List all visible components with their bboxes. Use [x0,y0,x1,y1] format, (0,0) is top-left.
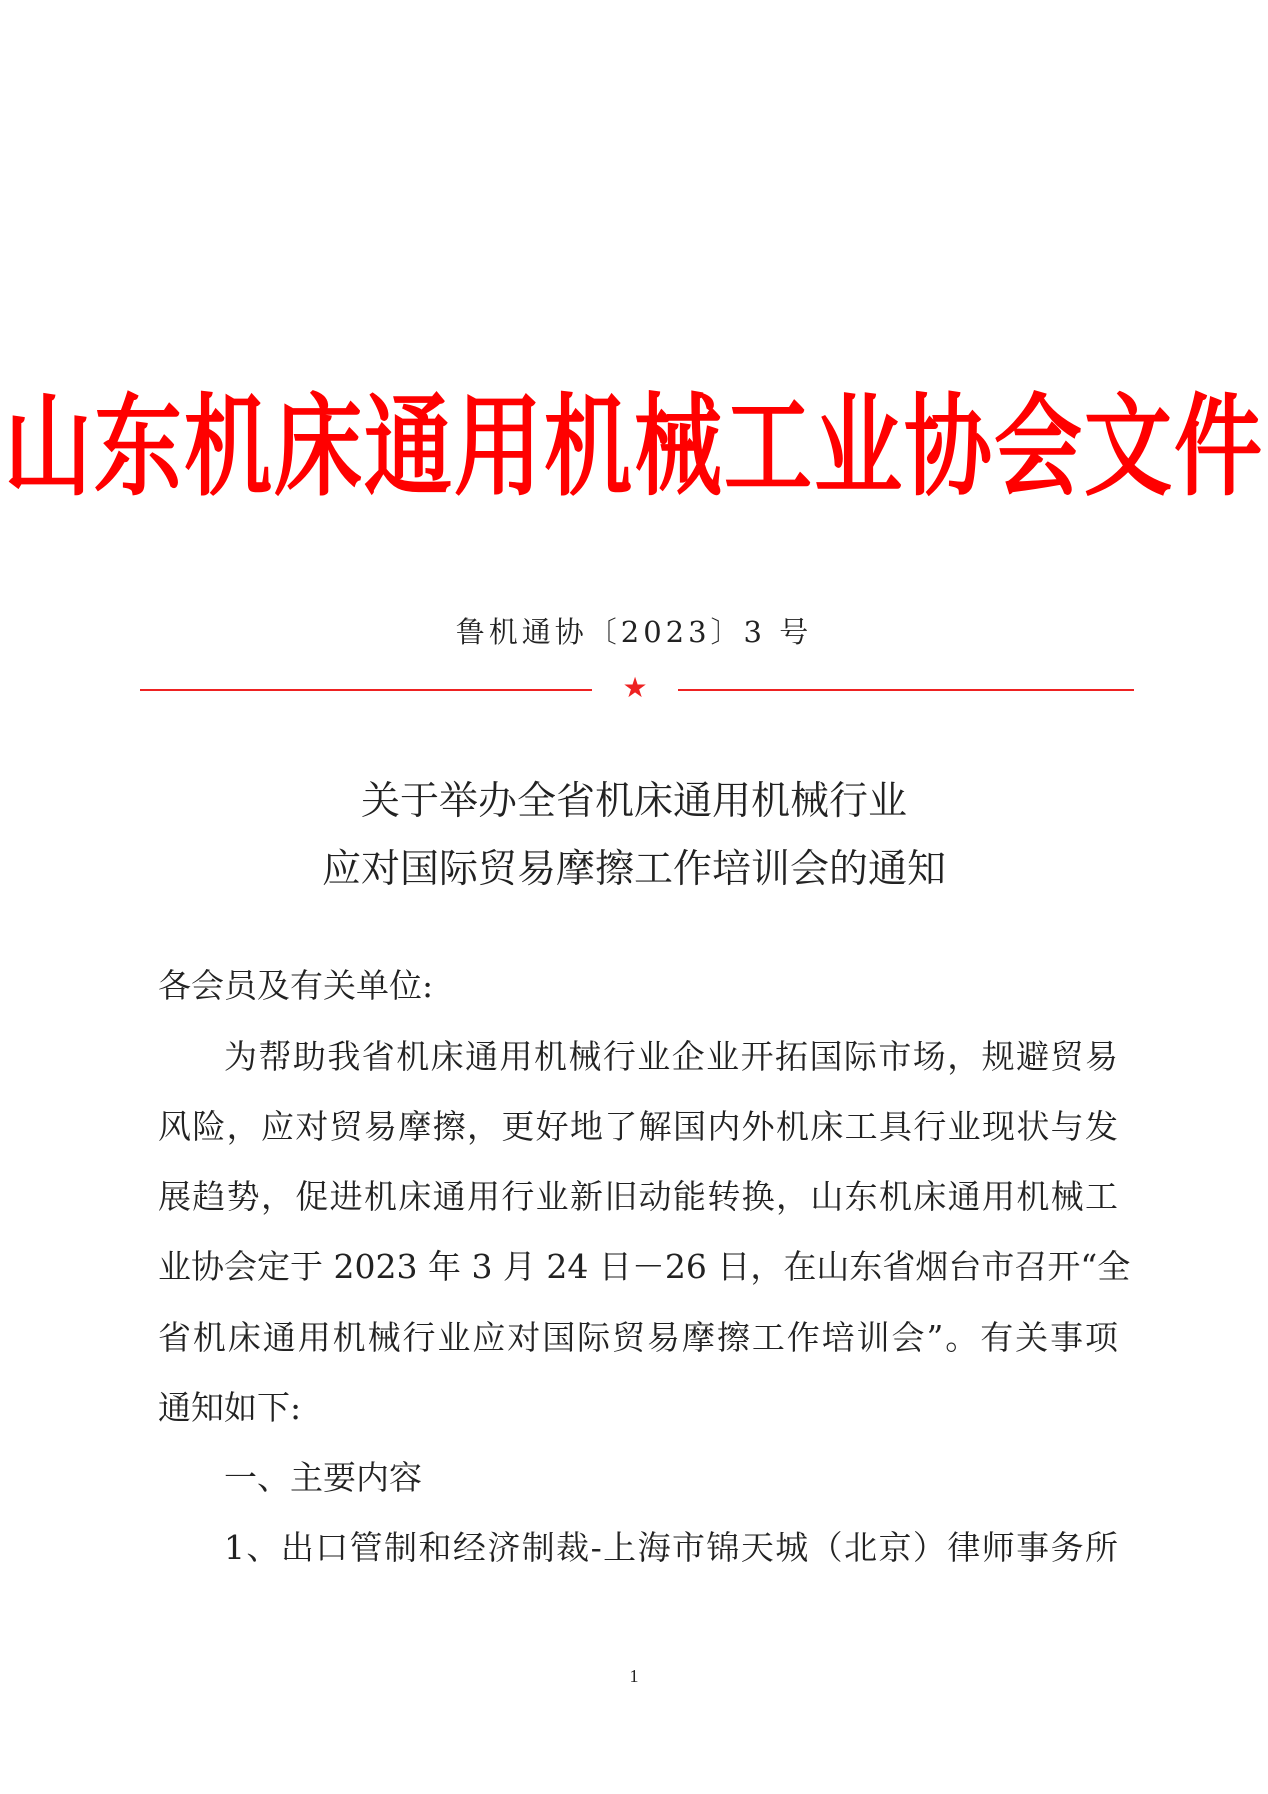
section-heading: 一、主要内容 [224,1458,422,1497]
paragraph-line: 风险，应对贸易摩擦，更好地了解国内外机床工具行业现状与发 [158,1107,1118,1146]
paragraph-line: 业协会定于 2023 年 3 月 24 日－26 日，在山东省烟台市召开“全 [158,1247,1131,1286]
paragraph-line: 为帮助我省机床通用机械行业企业开拓国际市场，规避贸易 [224,1037,1118,1076]
list-item: 1、出口管制和经济制裁-上海市锦天城（北京）律师事务所 [224,1528,1118,1567]
page-number: 1 [629,1666,639,1686]
star-icon: ★ [622,671,648,704]
red-divider-left [140,689,592,691]
paragraph-line: 展趋势，促进机床通用行业新旧动能转换，山东机床通用机械工 [158,1177,1118,1216]
salutation: 各会员及有关单位: [158,966,434,1005]
paragraph-line: 省机床通用机械行业应对国际贸易摩擦工作培训会”。有关事项 [158,1318,1118,1357]
red-divider-right [678,689,1134,691]
notice-title-line-2: 应对国际贸易摩擦工作培训会的通知 [321,847,946,892]
document-number: 鲁机通协〔2023〕3 号 [455,615,813,649]
notice-title-line-1: 关于举办全省机床通用机械行业 [360,779,907,824]
org-header-title: 山东机床通用机械工业协会文件 [3,381,1264,511]
paragraph-line: 通知如下: [158,1388,302,1427]
